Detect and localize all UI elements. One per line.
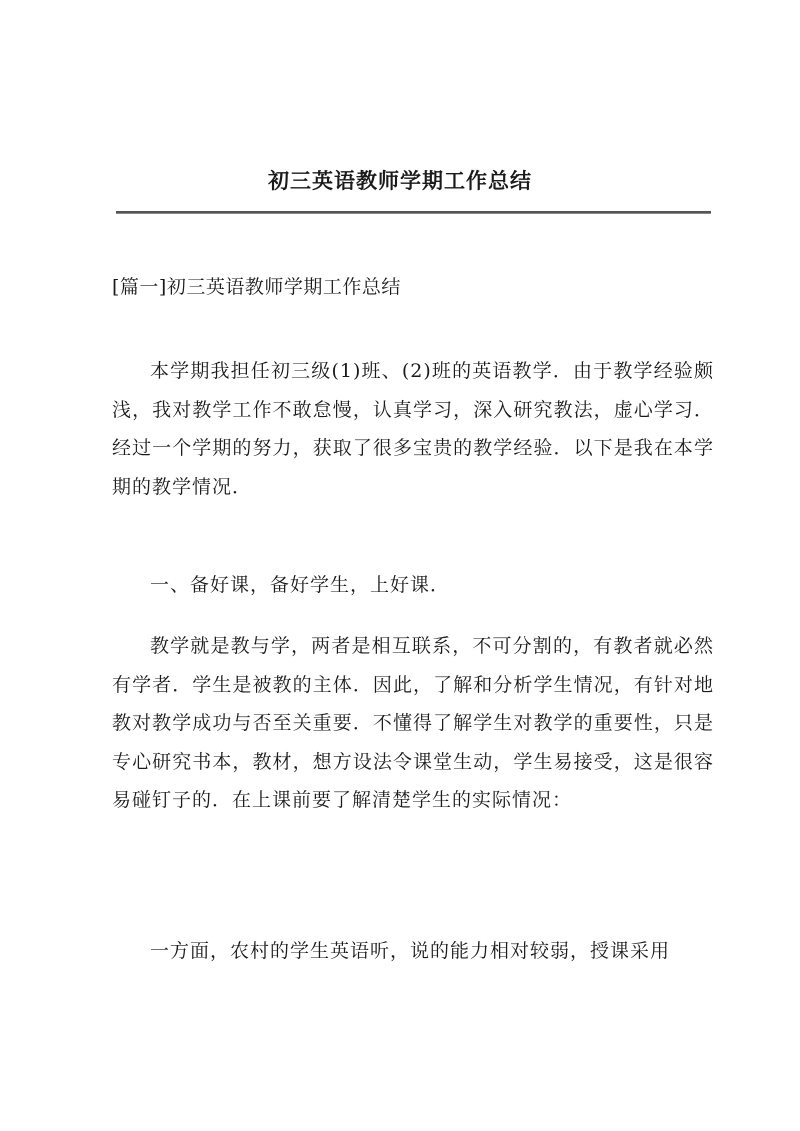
body-paragraph: 本学期我担任初三级(1)班、(2)班的英语教学．由于教学经验颇浅，我对教学工作不敢怠慢，认真学习，深入研究教法，虚心学习．经过一个学期的努力，获取了很多宝贵的教学经验．以下是我在本学期的教学情况． <box>112 360 714 498</box>
document-title: 初三英语教师学期工作总结 <box>268 168 532 193</box>
subsection-heading: 一、备好课，备好学生，上好课． <box>150 574 451 596</box>
body-paragraph: 教学就是教与学，两者是相互联系，不可分割的，有教者就必然有学者．学生是被教的主体．因此，了解和分析学生情况，有针对地教对教学成功与否至关重要．不懂得了解学生对教学的重要性，只是专心研究书本，教材，想方设法令课堂生动，学生易接受，这是很容易碰钉子的．在上课前要了解清楚学生的实际情况： <box>112 635 714 811</box>
title-divider <box>116 211 711 214</box>
body-paragraph: 一方面，农村的学生英语听，说的能力相对较弱，授课采用 <box>150 940 671 962</box>
section-heading: [篇一]初三英语教师学期工作总结 <box>112 276 401 298</box>
